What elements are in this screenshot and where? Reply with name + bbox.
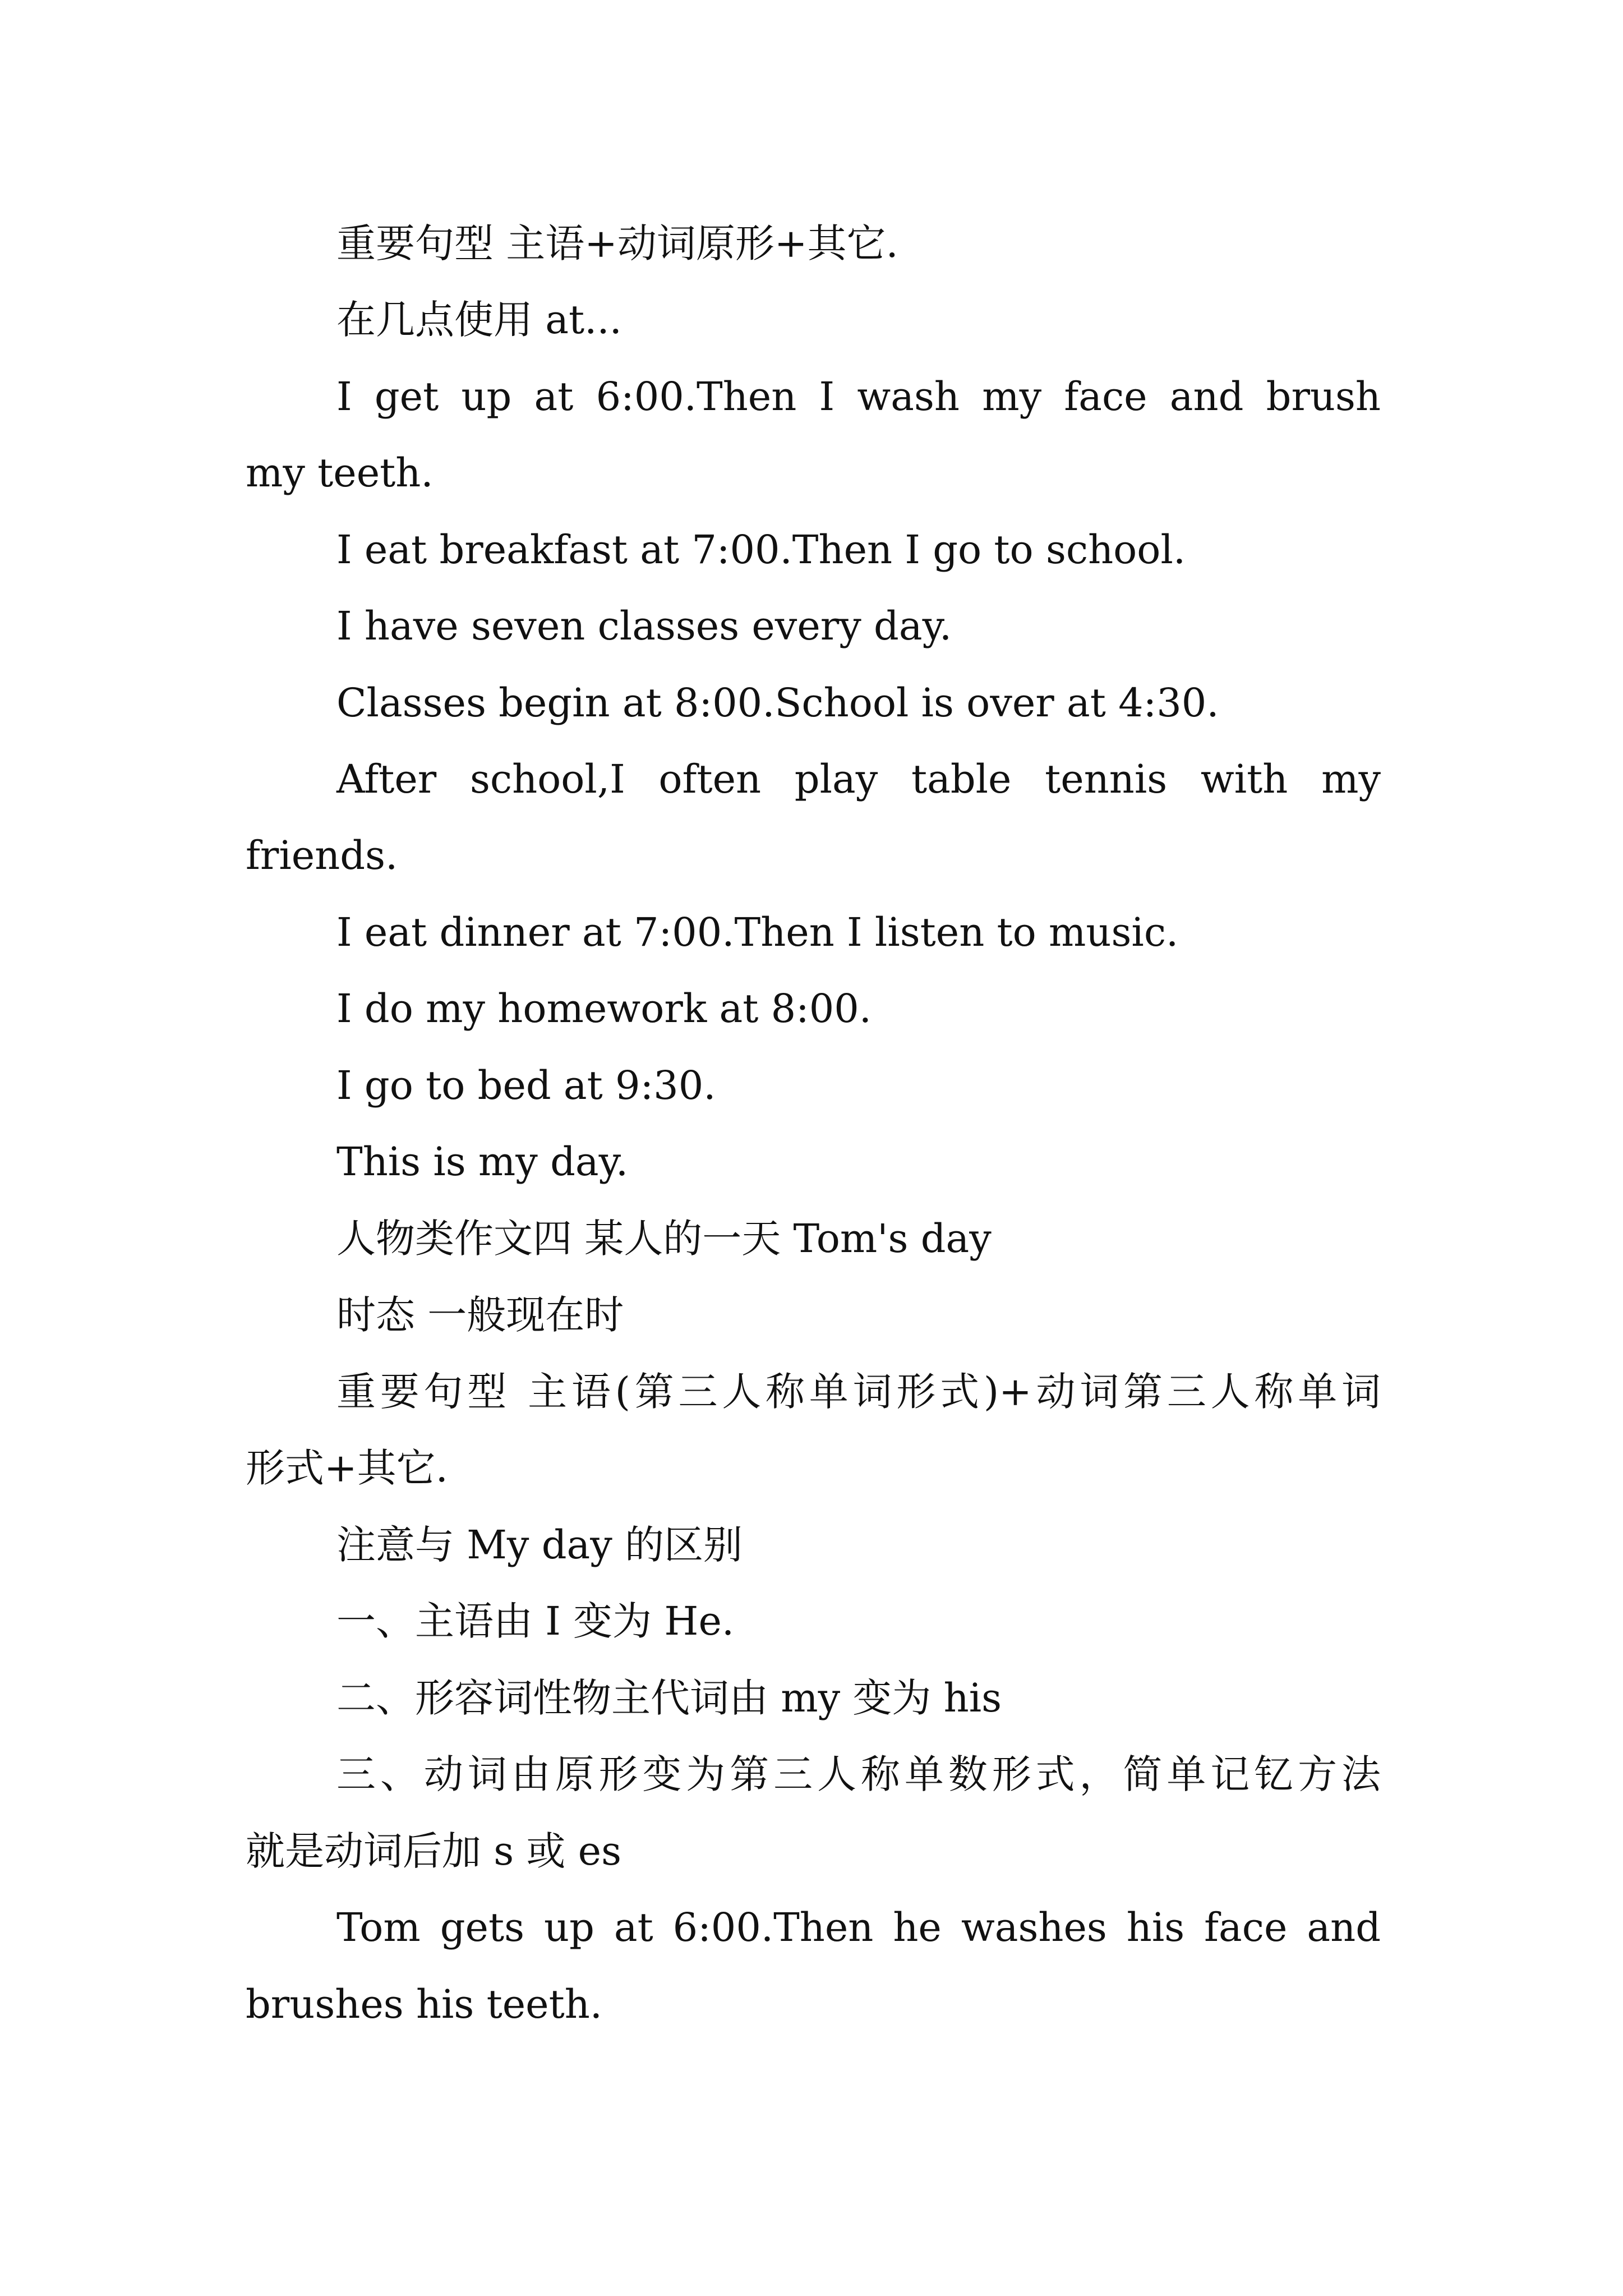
- text-line: 就是动词后加 s 或 es: [246, 1828, 622, 1874]
- text-line: I eat breakfast at 7:00.Then I go to school.: [336, 527, 1186, 573]
- text-line: 二、形容词性物主代词由 my 变为 his: [336, 1675, 1002, 1721]
- text-line: I go to bed at 9:30.: [336, 1062, 716, 1108]
- text-line: 人物类作文四 某人的一天 Tom's day: [336, 1216, 992, 1262]
- text-line: 时态 一般现在时: [336, 1292, 624, 1338]
- text-line: This is my day.: [336, 1139, 629, 1185]
- text-line: 三、动词由原形变为第三人称单数形式，简单记钇方法: [336, 1751, 1381, 1797]
- text-line: 重要句型 主语+动词原形+其它.: [336, 220, 898, 266]
- text-line: I do my homework at 8:00.: [336, 986, 872, 1032]
- text-line: 重要句型 主语(第三人称单词形式)+动词第三人称单词: [336, 1369, 1381, 1415]
- text-line: 在几点使用 at...: [336, 297, 622, 343]
- text-line: After school,I often play table tennis with my: [336, 756, 1381, 802]
- text-line: I get up at 6:00.Then I wash my face and brush: [336, 374, 1381, 420]
- text-line: 形式+其它.: [246, 1445, 448, 1491]
- text-line: my teeth.: [246, 450, 434, 496]
- text-line: Classes begin at 8:00.School is over at 4:30.: [336, 680, 1219, 726]
- text-line: 注意与 My day 的区别: [336, 1522, 743, 1568]
- text-line: friends.: [246, 832, 398, 878]
- text-line: Tom gets up at 6:00.Then he washes his face and: [336, 1904, 1381, 1950]
- text-line: brushes his teeth.: [246, 1981, 603, 2027]
- text-line: I have seven classes every day.: [336, 603, 952, 649]
- text-line: 一、主语由 I 变为 He.: [336, 1598, 735, 1644]
- text-line: I eat dinner at 7:00.Then I listen to music.: [336, 909, 1179, 955]
